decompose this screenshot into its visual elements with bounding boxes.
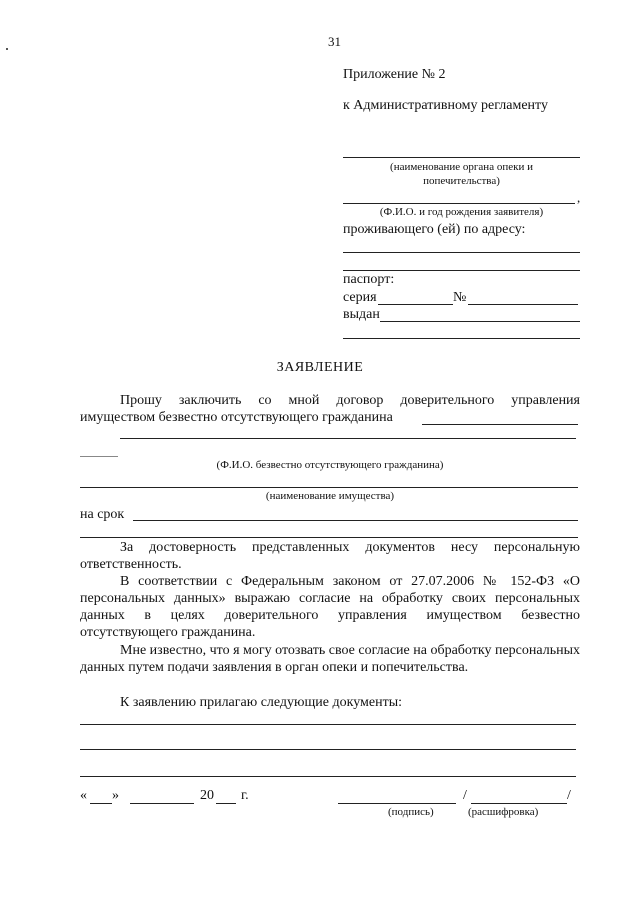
date-year-suffix: г. [241,788,249,803]
date-year-prefix: 20 [200,788,214,803]
paragraph-revoke [80,642,580,676]
date-year-line [216,803,236,804]
paragraph-attachments-text: К заявлению прилагаю следующие документы: [120,695,403,710]
decode-caption: (расшифровка) [468,806,539,818]
passport-label: паспорт: [343,272,395,287]
series-line [378,304,453,305]
date-quote-open: « [80,788,87,803]
paragraph-responsibility [80,539,580,573]
fio-line [343,203,575,204]
date-day-line [90,803,112,804]
term-label: на срок [80,507,125,522]
missing-name-line-a [422,424,578,425]
organ-caption-2: попечительства) [423,175,500,187]
fio-caption: (Ф.И.О. и год рождения заявителя) [379,206,544,218]
paragraph-revoke-text: Мне известно, что я могу отозвать свое согласие на обработку персональных данных путем подачи заявления в орган опеки и попечительства. [80,643,580,675]
attachments-line-2 [80,749,576,750]
request-line-1: Прошу заключить со мной договор доверительного управления [120,393,580,408]
decode-line [471,803,567,804]
residing-label: проживающего (ей) по адресу: [343,222,526,237]
number-line [468,304,578,305]
date-quote-close: » [112,788,119,803]
missing-name-line-c [80,456,118,457]
paragraph-responsibility-text: За достоверность представленных документов несу персональную ответственность. [80,540,580,572]
signature-line [338,803,456,804]
number-sign: № [453,290,467,305]
appendix-title: Приложение № 2 [343,67,446,82]
address-line-2 [343,270,580,271]
property-caption: (наименование имущества) [265,490,395,502]
attachments-line-1 [80,724,576,725]
issued-line-2 [343,338,580,339]
signature-slash-1: / [463,788,467,803]
paragraph-attachments [80,694,580,711]
series-label: серия [343,290,377,305]
address-line-1 [343,252,580,253]
organ-line [343,157,580,158]
property-line [80,487,578,488]
missing-name-line-b [120,438,576,439]
term-line [133,520,578,521]
signature-caption: (подпись) [388,806,434,818]
missing-caption: (Ф.И.О. безвестно отсутствующего гражданина) [216,459,444,471]
attachments-line-3 [80,776,576,777]
paragraph-consent [80,573,580,641]
organ-caption: (наименование органа опеки и [390,161,533,173]
request-line-1-wrap [80,393,580,409]
regulation-ref: к Административному регламенту [343,98,548,113]
page-number: 31 [328,34,341,49]
paragraph-consent-text: В соответствии с Федеральным законом от 27.07.2006 № 152-ФЗ «О персональных данных» выражаю согласие на обработку своих персональных данных в целях доверительного управления имуществом безвестно отсутствующего гражданина. [80,574,580,640]
signature-slash-2: / [567,788,571,803]
date-month-line [130,803,194,804]
fio-comma: , [577,190,581,205]
scan-speck [6,48,8,50]
issued-label: выдан [343,307,380,322]
term-line-2 [80,537,578,538]
request-line-2: имуществом безвестно отсутствующего гражданина [80,410,393,425]
issued-line [380,321,580,322]
document-title: ЗАЯВЛЕНИЕ [276,360,364,375]
